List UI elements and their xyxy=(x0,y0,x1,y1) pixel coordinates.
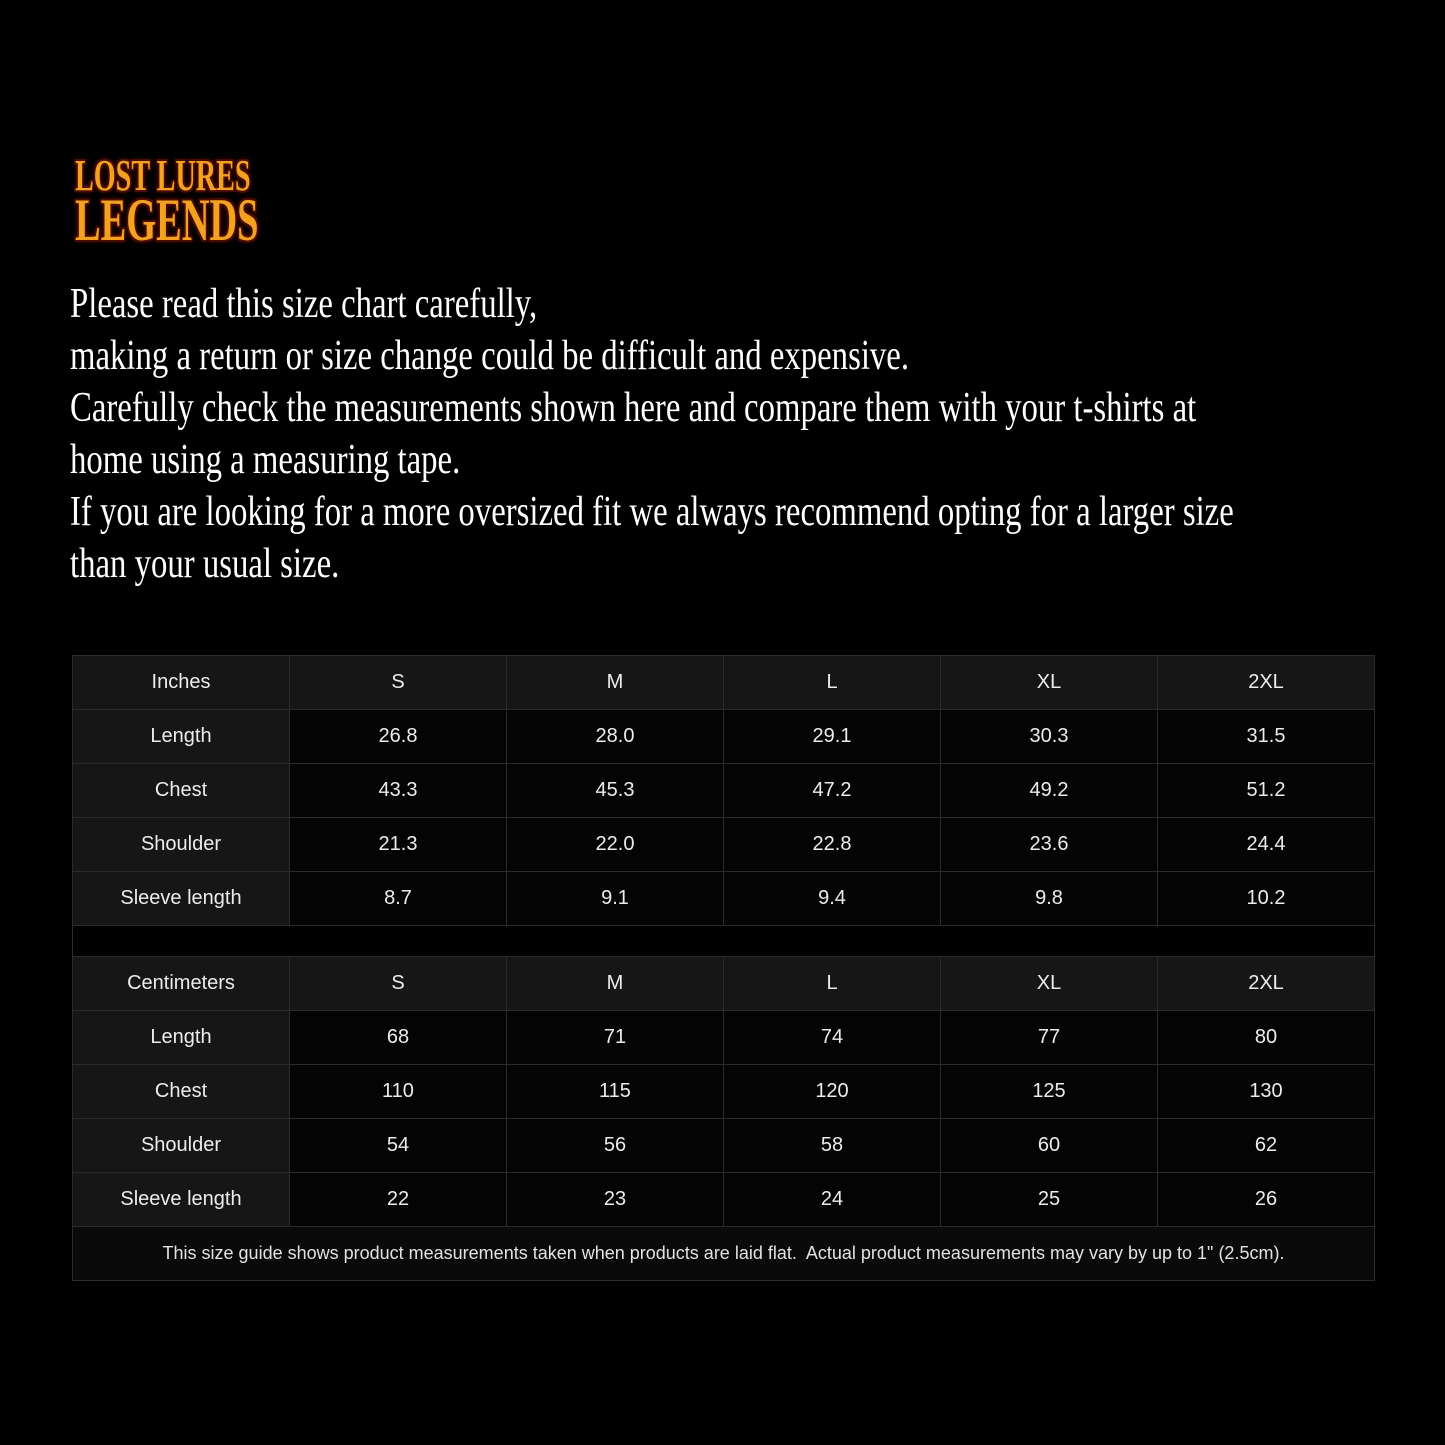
intro-line-6: than your usual size. xyxy=(70,541,340,587)
table-row xyxy=(73,710,1375,764)
table-row xyxy=(73,1119,1375,1173)
measurement-value: 30.3 xyxy=(941,710,1158,764)
measurement-value: 23 xyxy=(507,1173,724,1227)
size-chart xyxy=(72,655,1375,1281)
measurement-value: 28.0 xyxy=(507,710,724,764)
table-spacer xyxy=(73,926,1375,957)
measurement-label: Shoulder xyxy=(73,1119,290,1173)
table-row xyxy=(73,1065,1375,1119)
intro-line-2: making a return or size change could be difficult and expensive. xyxy=(70,333,910,379)
table-spacer-row xyxy=(73,926,1375,957)
measurement-value: 9.1 xyxy=(507,872,724,926)
measurement-value: 22.8 xyxy=(724,818,941,872)
unit-label: Centimeters xyxy=(73,957,290,1011)
size-chart-table xyxy=(72,655,1375,1281)
measurement-label: Chest xyxy=(73,1065,290,1119)
measurement-value: 77 xyxy=(941,1011,1158,1065)
measurement-value: 31.5 xyxy=(1158,710,1375,764)
measurement-label: Sleeve length xyxy=(73,872,290,926)
measurement-value: 9.8 xyxy=(941,872,1158,926)
measurement-value: 51.2 xyxy=(1158,764,1375,818)
brand-logo xyxy=(75,151,362,253)
table-row xyxy=(73,872,1375,926)
footnote-row xyxy=(73,1227,1375,1281)
unit-header-row xyxy=(73,957,1375,1011)
measurement-label: Sleeve length xyxy=(73,1173,290,1227)
measurement-value: 54 xyxy=(290,1119,507,1173)
measurement-value: 120 xyxy=(724,1065,941,1119)
brand-logo-line2: LEGENDS xyxy=(75,187,259,253)
table-row xyxy=(73,1011,1375,1065)
size-column-header: XL xyxy=(941,957,1158,1011)
intro-text xyxy=(70,278,1234,590)
size-column-header: M xyxy=(507,957,724,1011)
size-column-header: S xyxy=(290,656,507,710)
unit-label: Inches xyxy=(73,656,290,710)
measurement-label: Shoulder xyxy=(73,818,290,872)
measurement-value: 45.3 xyxy=(507,764,724,818)
brand-logo-line1: LOST LURES xyxy=(75,151,251,200)
size-column-header: L xyxy=(724,957,941,1011)
measurement-value: 23.6 xyxy=(941,818,1158,872)
intro-line-4: home using a measuring tape. xyxy=(70,437,461,483)
measurement-value: 10.2 xyxy=(1158,872,1375,926)
measurement-value: 24.4 xyxy=(1158,818,1375,872)
intro-line-1: Please read this size chart carefully, xyxy=(70,281,538,327)
measurement-value: 24 xyxy=(724,1173,941,1227)
measurement-value: 22.0 xyxy=(507,818,724,872)
measurement-value: 115 xyxy=(507,1065,724,1119)
measurement-value: 8.7 xyxy=(290,872,507,926)
table-row xyxy=(73,818,1375,872)
measurement-label: Length xyxy=(73,1011,290,1065)
measurement-value: 29.1 xyxy=(724,710,941,764)
measurement-label: Length xyxy=(73,710,290,764)
measurement-value: 56 xyxy=(507,1119,724,1173)
size-column-header: 2XL xyxy=(1158,656,1375,710)
measurement-value: 26 xyxy=(1158,1173,1375,1227)
measurement-label: Chest xyxy=(73,764,290,818)
measurement-value: 25 xyxy=(941,1173,1158,1227)
unit-header-row xyxy=(73,656,1375,710)
measurement-value: 74 xyxy=(724,1011,941,1065)
measurement-value: 80 xyxy=(1158,1011,1375,1065)
size-column-header: L xyxy=(724,656,941,710)
intro-line-5: If you are looking for a more oversized fit we always recommend opting for a larger size xyxy=(70,489,1234,535)
size-column-header: M xyxy=(507,656,724,710)
size-column-header: XL xyxy=(941,656,1158,710)
table-row xyxy=(73,1173,1375,1227)
measurement-value: 130 xyxy=(1158,1065,1375,1119)
measurement-value: 22 xyxy=(290,1173,507,1227)
size-column-header: 2XL xyxy=(1158,957,1375,1011)
measurement-value: 21.3 xyxy=(290,818,507,872)
measurement-value: 43.3 xyxy=(290,764,507,818)
measurement-value: 49.2 xyxy=(941,764,1158,818)
intro-line-3: Carefully check the measurements shown here and compare them with your t-shirts at xyxy=(70,385,1197,431)
measurement-value: 110 xyxy=(290,1065,507,1119)
table-row xyxy=(73,764,1375,818)
size-column-header: S xyxy=(290,957,507,1011)
measurement-value: 26.8 xyxy=(290,710,507,764)
measurement-value: 9.4 xyxy=(724,872,941,926)
measurement-value: 71 xyxy=(507,1011,724,1065)
footnote-text: This size guide shows product measurements taken when products are laid flat. Actual product measurements may vary by up to 1" (2.5cm). xyxy=(73,1227,1375,1281)
measurement-value: 125 xyxy=(941,1065,1158,1119)
measurement-value: 47.2 xyxy=(724,764,941,818)
measurement-value: 60 xyxy=(941,1119,1158,1173)
measurement-value: 62 xyxy=(1158,1119,1375,1173)
measurement-value: 58 xyxy=(724,1119,941,1173)
measurement-value: 68 xyxy=(290,1011,507,1065)
